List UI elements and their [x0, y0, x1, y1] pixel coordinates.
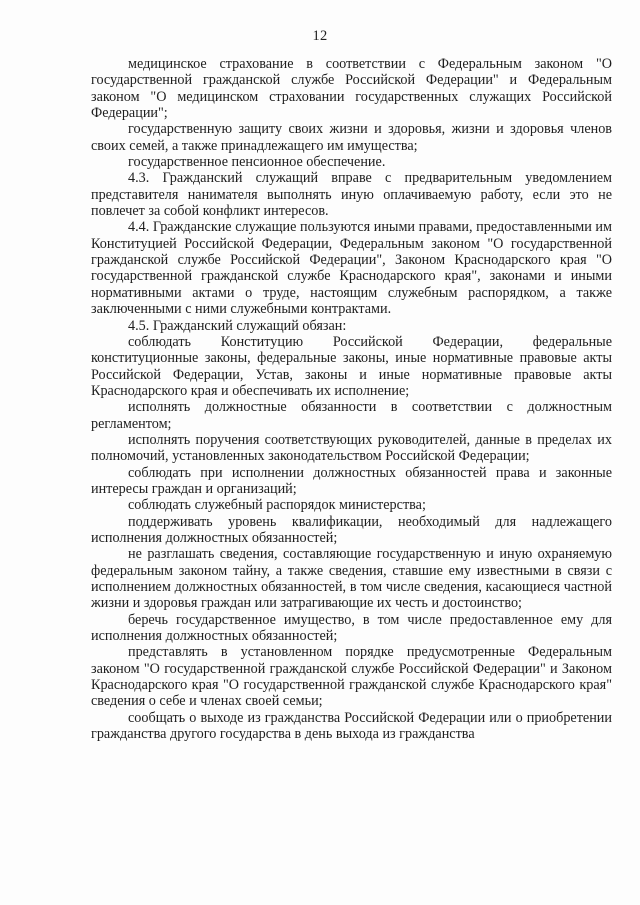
document-body: [91, 56, 612, 742]
paragraph-observe-constitution: соблюдать Конституцию Российской Федерации, федеральные конституционные законы, федеральные законы, иные нормативные правовые акты Российской Федерации, Устав, законы и иные нормативные правовые акты Краснодарского края и обеспечивать их исполнение;: [91, 333, 612, 399]
paragraph-medical-insurance: медицинское страхование в соответствии с Федеральным законом "О государственной гражданской службе Российской Федерации" и Федеральным законом "О медицинском страховании государственных служащих Российской Федерации";: [91, 56, 612, 122]
page-number: 12: [312, 28, 328, 44]
paragraph-pension: государственное пенсионное обеспечение.: [128, 154, 386, 171]
paragraph-4-4: 4.4. Гражданские служащие пользуются иными правами, предоставленными им Конституцией Российской Федерации, Федеральным законом "О государственной гражданской службе Российской Федерации", Законом Краснодарского края "О государственной гражданской службе Краснодарского края", законами и иными нормативными актами о труде, настоящим служебным распорядком, а также заключенными с ними служебными контрактами.: [91, 219, 612, 318]
paragraph-state-protection: государственную защиту своих жизни и здоровья, жизни и здоровья членов своих семей, а также принадлежащего им имущества;: [91, 121, 612, 154]
paragraph-execute-orders: исполнять поручения соответствующих руководителей, данные в пределах их полномочий, установленных законодательством Российской Федерации;: [91, 431, 612, 465]
paragraph-service-schedule: соблюдать служебный распорядок министерства;: [128, 497, 426, 514]
paragraph-non-disclosure: не разглашать сведения, составляющие государственную и иную охраняемую федеральным законом тайну, а также сведения, ставшие ему известными в связи с исполнением должностных обязанностей, в том числе сведения, касающиеся частной жизни и здоровья граждан или затрагивающие их честь и достоинство;: [91, 546, 612, 612]
paragraph-state-property: беречь государственное имущество, в том числе предоставленное ему для исполнения должностных обязанностей;: [91, 611, 612, 645]
paragraph-perform-duties: исполнять должностные обязанности в соответствии с должностным регламентом;: [91, 399, 612, 432]
paragraph-submit-information: представлять в установленном порядке предусмотренные Федеральным законом "О государственной гражданской службе Российской Федерации" и Законом Краснодарского края "О государственной гражданской службе Краснодарского края" сведения о себе и членах своей семьи;: [91, 644, 612, 710]
paragraph-4-3: 4.3. Гражданский служащий вправе с предварительным уведомлением представителя нанимателя выполнять иную оплачиваемую работу, если это не повлечет за собой конфликт интересов.: [91, 170, 612, 220]
paragraph-4-5-heading: 4.5. Гражданский служащий обязан:: [128, 317, 347, 334]
paragraph-qualification: поддерживать уровень квалификации, необходимый для надлежащего исполнения должностных обязанностей;: [91, 513, 612, 546]
paragraph-respect-rights: соблюдать при исполнении должностных обязанностей права и законные интересы граждан и организаций;: [91, 464, 612, 497]
paragraph-citizenship: сообщать о выходе из гражданства Российской Федерации или о приобретении гражданства другого государства в день выхода из гражданства: [91, 709, 612, 743]
